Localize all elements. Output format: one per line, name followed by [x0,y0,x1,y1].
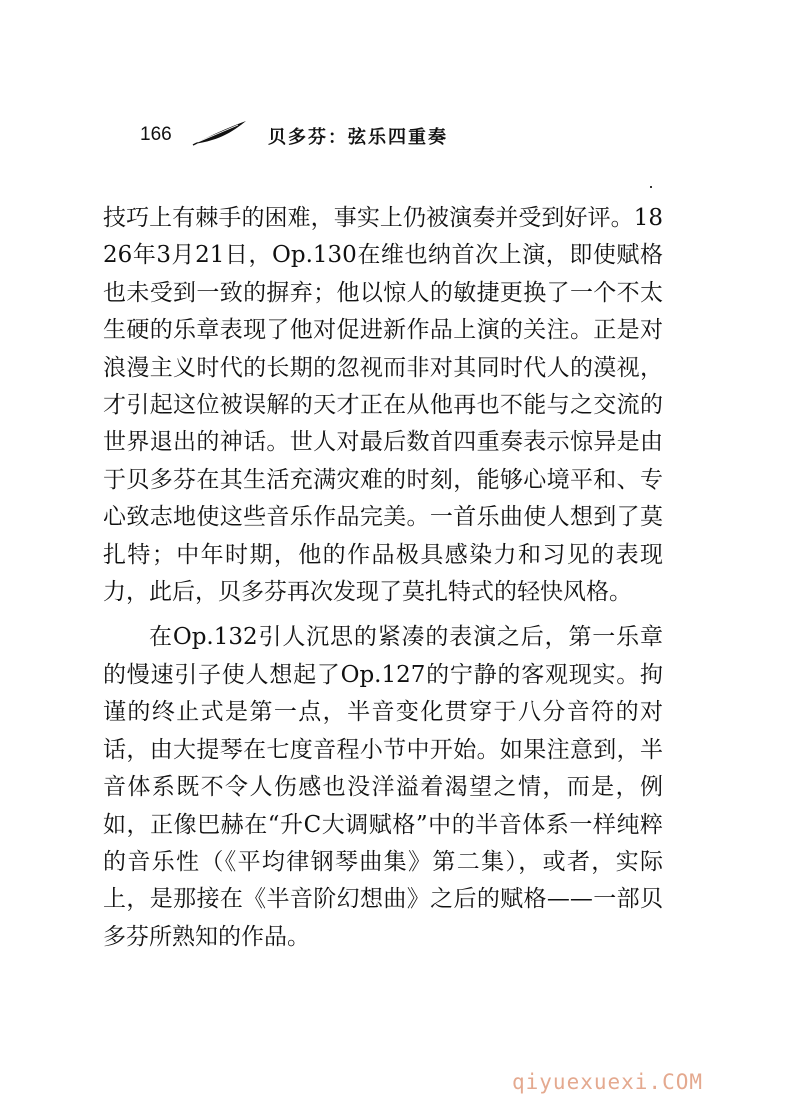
site-watermark: qiyuexuexi.COM [512,1070,704,1094]
paragraph-2: 在Op.132引人沉思的紧凑的表演之后，第一乐章的慢速引子使人想起了Op.127的宁静的客观现实。拘谨的终止式是第一点，半音变化贯穿于八分音符的对话，由大提琴在七度音程小节中开始。如果注意到，半音体系既不令人伤感也没洋溢着渴望之情，而是，例如，正像巴赫在“升C大调赋格”中的半音体系一样纯粹的音乐性（《平均律钢琴曲集》第二集），或者，实际上，是那接在《半音阶幻想曲》之后的赋格——一部贝多芬所熟知的作品。 [103,624,663,950]
page-number: 166 [140,124,172,145]
body-text [103,200,663,956]
scan-speck [650,186,652,188]
quill-pen-icon [192,118,248,148]
paragraph-1: 技巧上有棘手的困难，事实上仍被演奏并受到好评。1826年3月21日，Op.130在维也纳首次上演，即使赋格也未受到一致的摒弃；他以惊人的敏捷更换了一个不太生硬的乐章表现了他对促进新作品上演的关注。正是对浪漫主义时代的长期的忽视而非对其同时代人的漠视，才引起这位被误解的天才正在从他再也不能与之交流的世界退出的神话。世人对最后数首四重奏表示惊异是由于贝多芬在其生活充满灾难的时刻，能够心境平和、专心致志地使这些音乐作品完美。一首乐曲使人想到了莫扎特；中年时期，他的作品极具感染力和习见的表现力，此后，贝多芬再次发现了莫扎特式的轻快风格。 [103,205,663,606]
running-title: 贝多芬：弦乐四重奏 [268,127,448,148]
